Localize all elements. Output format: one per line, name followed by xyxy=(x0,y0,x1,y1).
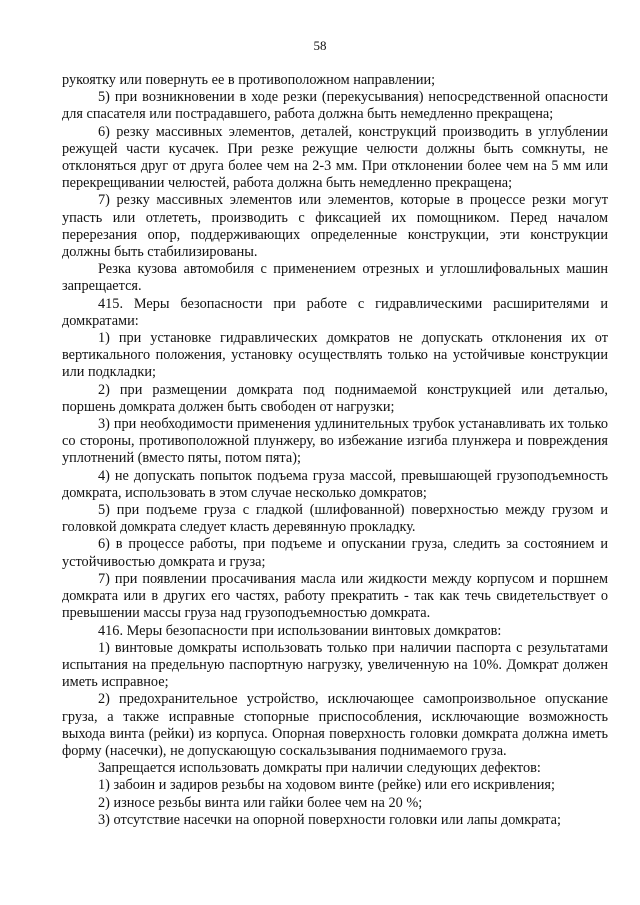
paragraph: 1) винтовые домкраты использовать только при наличии паспорта с результатами испытания на предельную паспортную нагрузку, увеличенную на 10%. Домкрат должен иметь исправное; xyxy=(62,639,608,691)
paragraph: Резка кузова автомобиля с применением отрезных и углошлифовальных машин запрещается. xyxy=(62,261,608,295)
paragraph: рукоятку или повернуть ее в противоположном направлении; xyxy=(62,72,436,88)
paragraph: 2) предохранительное устройство, исключающее самопроизвольное опускание груза, а также исправные стопорные приспособления, исключающие возможность выхода винта (рейки) из корпуса. Опорная поверхность головки домкрата должна иметь форму (насечки), не допускающую соскальзывания поднимаемого груза. xyxy=(62,691,608,759)
paragraph: 6) в процессе работы, при подъеме и опускании груза, следить за состоянием и устойчивостью домкрата и груза; xyxy=(62,536,608,570)
paragraph: 4) не допускать попыток подъема груза массой, превышающей грузоподъемность домкрата, использовать в этом случае несколько домкратов; xyxy=(62,467,608,501)
paragraph: 6) резку массивных элементов, деталей, конструкций производить в углублении режущей части кусачек. При резке режущие челюсти должны быть сомкнуты, не отклоняться друг от друга более чем на 2-3 мм. При отклонении более чем на 5 мм или перекрещивании челюстей, работа должна быть немедленно прекращена; xyxy=(62,123,608,192)
section-heading-415: 415. Меры безопасности при работе с гидравлическими расширителями и домкратами: xyxy=(62,295,608,329)
paragraph: 7) резку массивных элементов или элементов, которые в процессе резки могут упасть или отлететь, производить с фиксацией их помощником. Перед началом перерезания опор, поддерживающих определенные конструкции, эти конструкции должны быть стабилизированы. xyxy=(62,192,608,261)
paragraph: 5) при подъеме груза с гладкой (шлифованной) поверхностью между грузом и головкой домкрата следует класть деревянную прокладку. xyxy=(62,502,608,536)
paragraph: 2) износе резьбы винта или гайки более чем на 20 %; xyxy=(98,794,423,811)
paragraph: 3) отсутствие насечки на опорной поверхности головки или лапы домкрата; xyxy=(98,811,561,828)
paragraph: Запрещается использовать домкраты при наличии следующих дефектов: xyxy=(98,760,541,777)
paragraph: 1) забоин и задиров резьбы на ходовом винте (рейке) или его искривления; xyxy=(98,777,555,794)
paragraph: 3) при необходимости применения удлинительных трубок устанавливать их только со стороны, противоположной плунжеру, во избежание изгиба плунжера и повреждения уплотнений (вместо пяты, потом пята); xyxy=(62,416,608,467)
paragraph: 1) при установке гидравлических домкратов не допускать отклонения их от вертикального положения, установку осуществлять только на устойчивые конструкции или подкладки; xyxy=(62,330,608,381)
paragraph: 7) при появлении просачивания масла или жидкости между корпусом и поршнем домкрата или в других его частях, работу прекратить - так как течь свидетельствует о превышении массы груза над грузоподъемностью домкрата. xyxy=(62,570,608,622)
section-heading-416: 416. Меры безопасности при использовании винтовых домкратов: xyxy=(98,622,502,639)
document-body xyxy=(62,72,608,829)
paragraph: 2) при размещении домкрата под поднимаемой конструкцией или деталью, поршень домкрата должен быть свободен от нагрузки; xyxy=(62,381,608,415)
paragraph: 5) при возникновении в ходе резки (перекусывания) непосредственной опасности для спасателя или пострадавшего, работа должна быть немедленно прекращена; xyxy=(62,89,608,123)
page-number: 58 xyxy=(313,38,327,53)
